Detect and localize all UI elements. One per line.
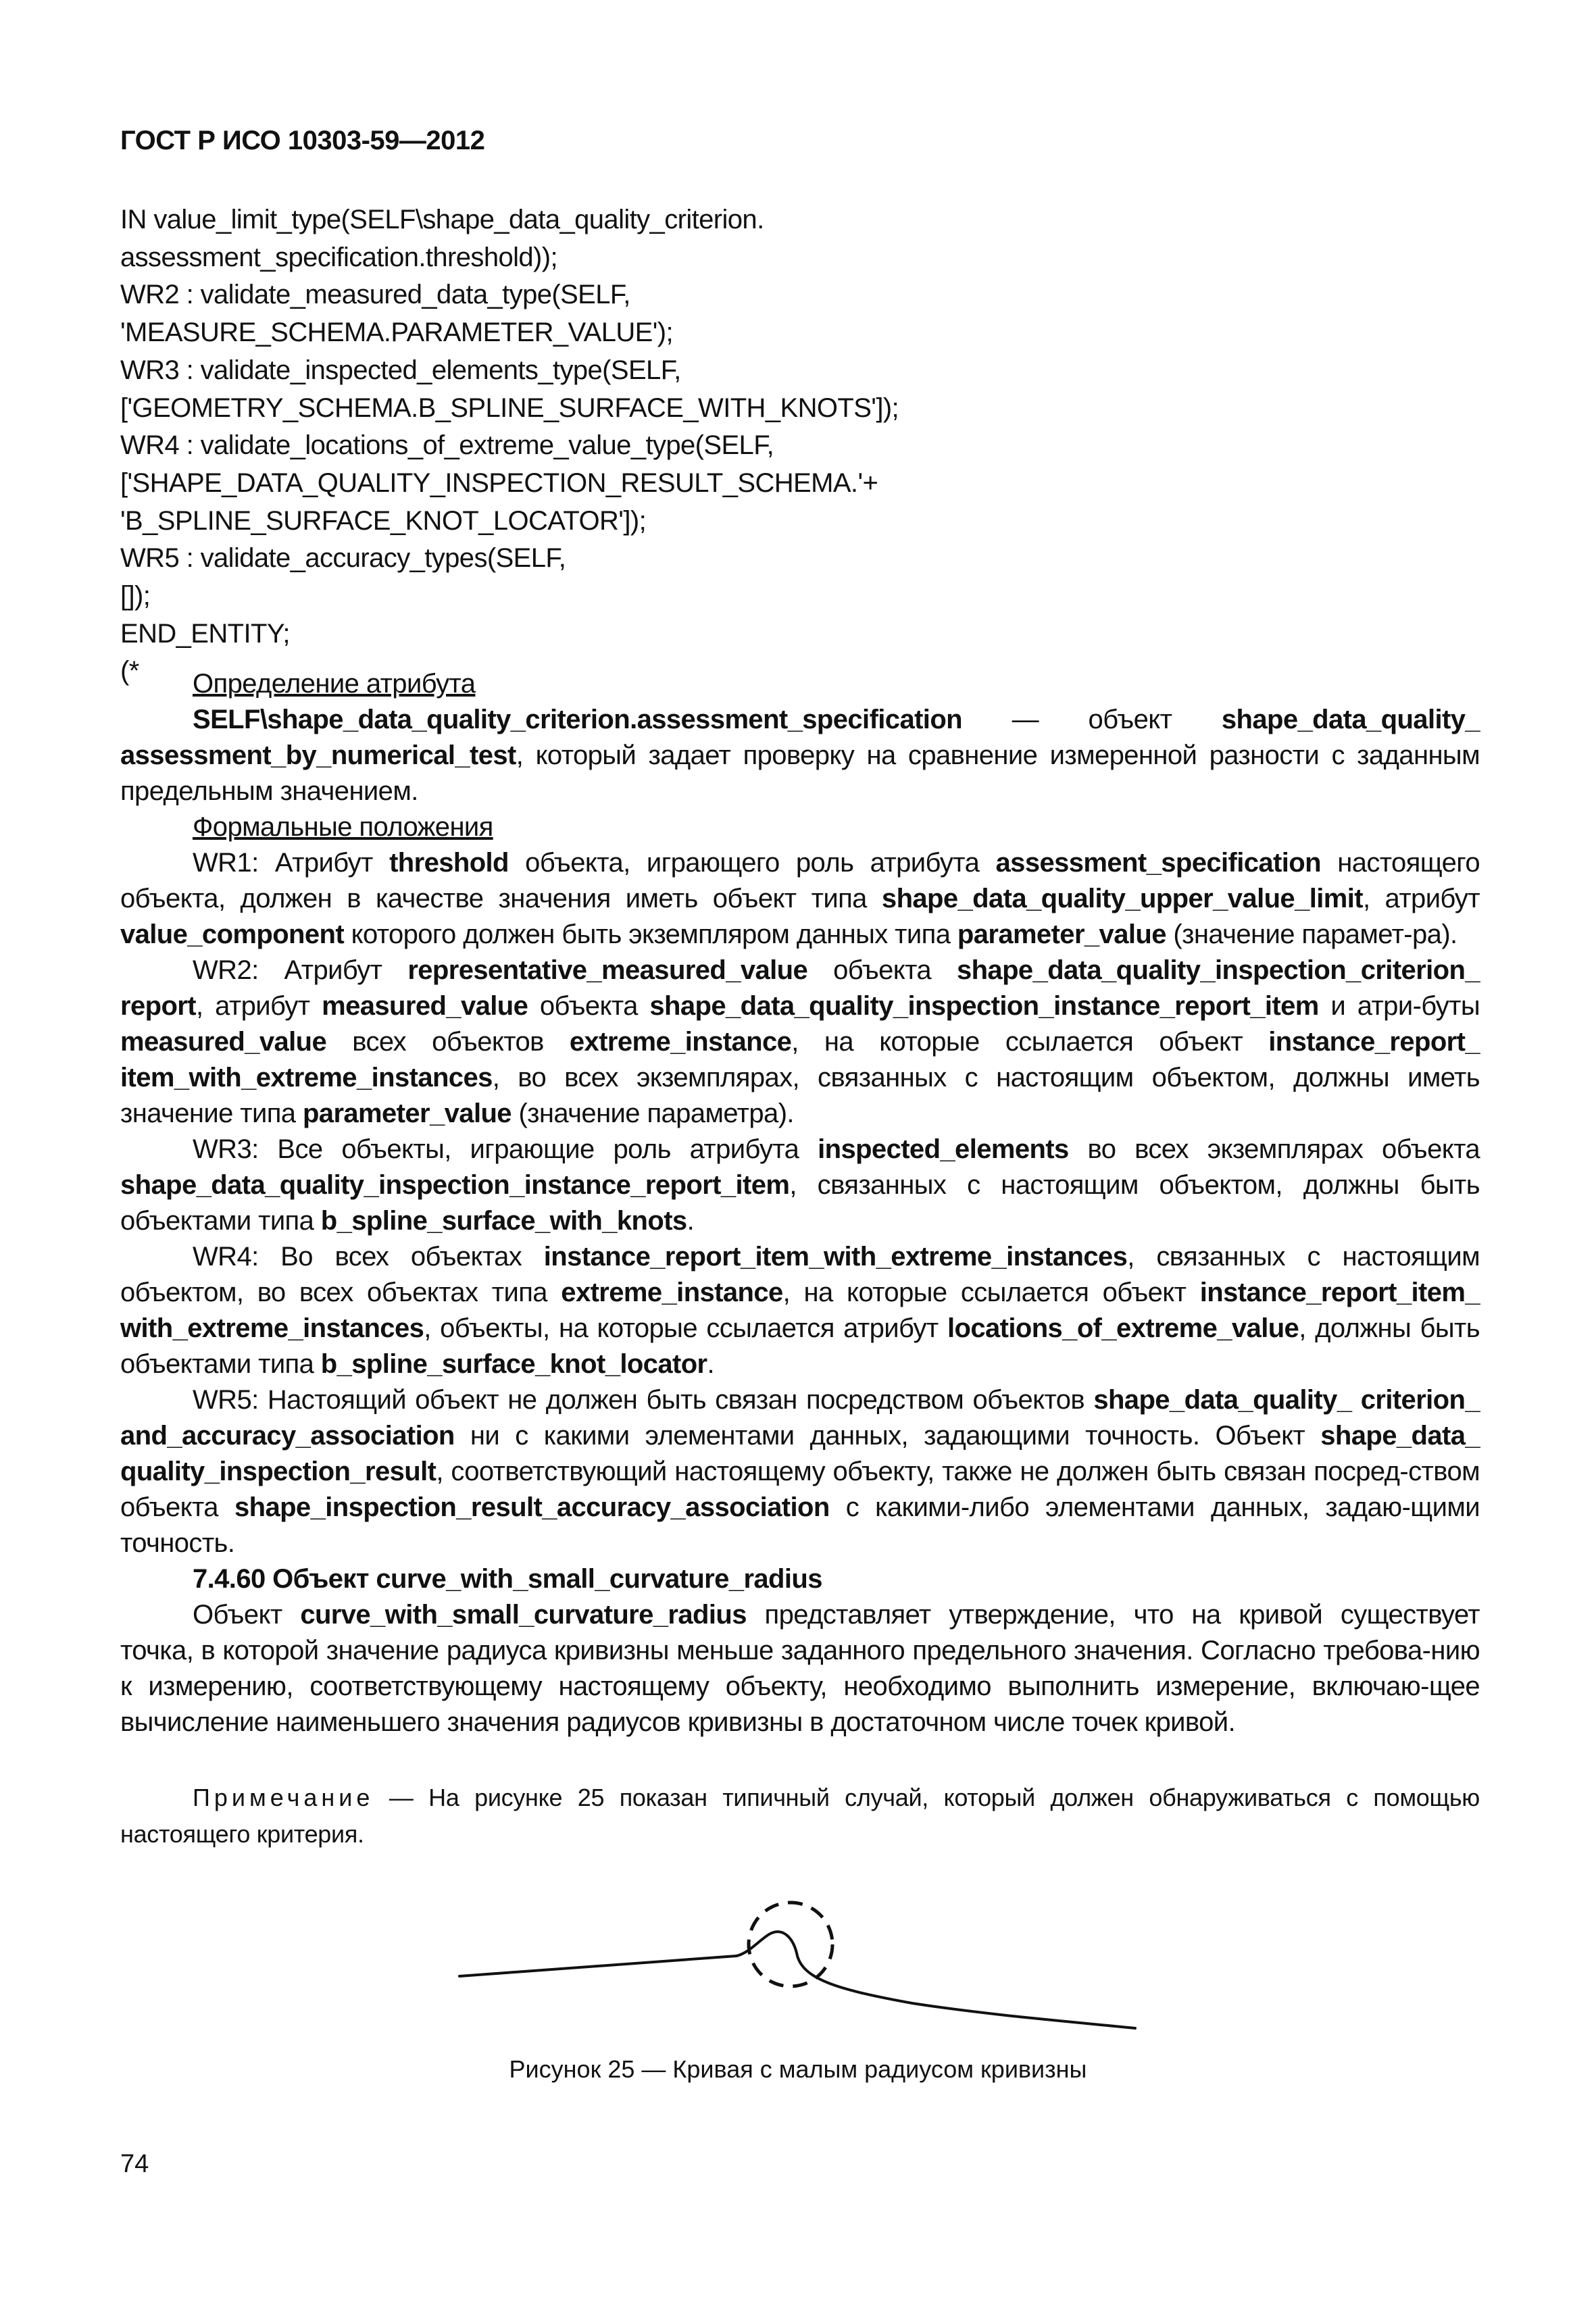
bold-identifier: SELF\shape_data_quality_criterion.assessment_specification — [193, 705, 962, 734]
text-run: WR1: Атрибут — [193, 848, 390, 878]
code-line: []); — [120, 581, 151, 611]
bold-identifier: extreme_instance — [561, 1278, 783, 1307]
text-run: , который задает проверку на сравнение измеренной разности с заданным предельным значением. — [120, 740, 1480, 806]
text-run: объекта — [807, 955, 957, 985]
bold-identifier: shape_data_quality_upper_value_limit — [881, 884, 1363, 913]
bold-identifier: instance_report_ item_with_extreme_instances — [120, 1027, 1480, 1092]
figure-25-curve — [446, 1871, 1149, 2047]
bold-identifier: assessment_specification — [995, 848, 1321, 878]
code-line: WR4 : validate_locations_of_extreme_value_type(SELF, — [120, 430, 774, 461]
text-run: WR2: Атрибут — [193, 955, 408, 985]
bold-identifier: shape_data_quality_ criterion_ and_accuracy_association — [120, 1385, 1480, 1451]
text-run: , на которые ссылается объект — [791, 1027, 1269, 1057]
paragraph-wr4 — [120, 1239, 1480, 1382]
text-run: . — [707, 1349, 715, 1379]
small-radius-marker-circle — [749, 1903, 832, 1986]
bold-identifier: parameter_value — [957, 920, 1166, 949]
text-run: WR5: Настоящий объект не должен быть связан посредством объектов — [193, 1385, 1094, 1415]
text-run: и атри-буты — [1318, 991, 1480, 1021]
text-run: всех объектов — [326, 1027, 570, 1057]
paragraph-wr1 — [120, 845, 1480, 953]
code-line: 'B_SPLINE_SURFACE_KNOT_LOCATOR']); — [120, 505, 647, 536]
text-run: Объект — [193, 1600, 301, 1630]
code-line: ['SHAPE_DATA_QUALITY_INSPECTION_RESULT_SCHEMA.'+ — [120, 468, 878, 498]
text-run: во всех экземплярах объекта — [1068, 1134, 1480, 1164]
paragraph-wr3 — [120, 1132, 1480, 1239]
bold-identifier: measured_value — [120, 1027, 327, 1057]
text-run: , во всех экземплярах, связанных с настоящим объектом, должны иметь значение типа — [120, 1063, 1480, 1128]
bold-identifier: shape_inspection_result_accuracy_association — [234, 1492, 830, 1522]
paragraph-attribute-definition — [120, 702, 1480, 809]
bold-identifier: shape_data_quality_inspection_instance_report_item — [120, 1170, 790, 1200]
text-run: (значение парамет-ра). — [1166, 920, 1457, 949]
code-line: ['GEOMETRY_SCHEMA.B_SPLINE_SURFACE_WITH_KNOTS']); — [120, 393, 899, 423]
note-text: — На рисунке 25 показан типичный случай, который должен обнаруживаться с помощью настоящего критерия. — [120, 1784, 1480, 1848]
text-run: (значение параметра). — [511, 1099, 794, 1128]
bold-identifier: threshold — [389, 848, 509, 878]
text-run: , связанных с настоящим объектом, во всех объектах типа — [120, 1242, 1480, 1307]
bold-identifier: locations_of_extreme_value — [947, 1313, 1299, 1343]
note — [120, 1780, 1480, 1853]
text-run: WR3: Все объекты, играющие роль атрибута — [193, 1134, 818, 1164]
text-run: — объект — [962, 705, 1222, 734]
bold-identifier: shape_data_quality_inspection_criterion_ report — [120, 955, 1480, 1021]
text-run: , атрибут — [1362, 884, 1480, 913]
text-run: , объекты, на которые ссылается атрибут — [424, 1313, 947, 1343]
code-line: END_ENTITY; — [120, 618, 290, 649]
document-header: ГОСТ Р ИСО 10303-59—2012 — [120, 126, 485, 155]
bold-identifier: b_spline_surface_with_knots — [320, 1206, 687, 1236]
code-line: WR2 : validate_measured_data_type(SELF, — [120, 280, 630, 310]
text-run: с какими-либо элементами данных, задаю-щими точность. — [120, 1492, 1480, 1558]
text-run: , связанных с настоящим объектом, должны быть объектами типа — [120, 1170, 1480, 1236]
code-line: IN value_limit_type(SELF\shape_data_quality_criterion. — [120, 205, 764, 234]
bold-identifier: b_spline_surface_knot_locator — [320, 1349, 707, 1379]
formal-propositions-label: Формальные положения — [193, 812, 493, 842]
body-text — [120, 666, 1480, 1740]
text-run: объекта — [528, 991, 650, 1021]
text-run: , соответствующий настоящему объекту, также не должен быть связан посред-ством объекта — [120, 1457, 1480, 1522]
bold-identifier: shape_data_ quality_inspection_result — [120, 1421, 1480, 1486]
curve-line — [459, 1932, 1135, 2028]
bold-identifier: measured_value — [322, 991, 528, 1021]
bold-identifier: shape_data_quality_ assessment_by_numerical_test — [120, 705, 1480, 770]
text-run: настоящего объекта, должен в качестве значения иметь объект типа — [120, 848, 1480, 913]
paragraph-wr2 — [120, 953, 1480, 1132]
text-run: объекта, играющего роль атрибута — [508, 848, 996, 878]
text-run: , должны быть объектами типа — [120, 1313, 1480, 1379]
bold-identifier: representative_measured_value — [407, 955, 808, 985]
code-line: (* — [120, 656, 139, 686]
text-run: представляет утверждение, что на кривой существует точка, в которой значение радиуса кривизны меньше заданного предельного значения. Согласно требова-нию к измерению, соответствующему настоящему объекту, необходимо выполнить измерение, включаю-щее вычисление наименьшего значения радиусов кривизны в достаточном числе точек кривой. — [120, 1600, 1480, 1737]
bold-identifier: extreme_instance — [569, 1027, 792, 1057]
text-run: которого должен быть экземпляром данных типа — [344, 920, 957, 949]
code-line: WR5 : validate_accuracy_types(SELF, — [120, 543, 566, 574]
section-heading: 7.4.60 Объект curve_with_small_curvature_radius — [193, 1564, 822, 1594]
bold-identifier: instance_report_item_with_extreme_instances — [543, 1242, 1128, 1272]
figure-caption: Рисунок 25 — Кривая с малым радиусом кривизны — [509, 2055, 1087, 2083]
paragraph-section-description — [120, 1597, 1480, 1740]
text-run: . — [687, 1206, 695, 1236]
bold-identifier: value_component — [120, 920, 345, 949]
text-run: ни с какими элементами данных, задающими точность. Объект — [454, 1421, 1321, 1451]
page-number: 74 — [120, 2150, 149, 2178]
text-run: WR4: Во всех объектах — [193, 1242, 544, 1272]
bold-identifier: inspected_elements — [818, 1134, 1069, 1164]
code-line: 'MEASURE_SCHEMA.PARAMETER_VALUE'); — [120, 318, 674, 348]
bold-identifier: curve_with_small_curvature_radius — [300, 1600, 747, 1630]
paragraph-wr5 — [120, 1382, 1480, 1561]
code-line: WR3 : validate_inspected_elements_type(SELF, — [120, 355, 681, 385]
bold-identifier: instance_report_item_ with_extreme_instances — [120, 1278, 1480, 1343]
text-run: , атрибут — [195, 991, 322, 1021]
express-code-block — [120, 201, 1478, 690]
bold-identifier: shape_data_quality_inspection_instance_report_item — [649, 991, 1319, 1021]
bold-identifier: parameter_value — [302, 1099, 512, 1128]
code-line: assessment_specification.threshold)); — [120, 242, 557, 272]
note-label: Примечание — [193, 1784, 374, 1811]
text-run: , на которые ссылается объект — [782, 1278, 1200, 1307]
attribute-definition-label: Определение атрибута — [193, 669, 476, 699]
